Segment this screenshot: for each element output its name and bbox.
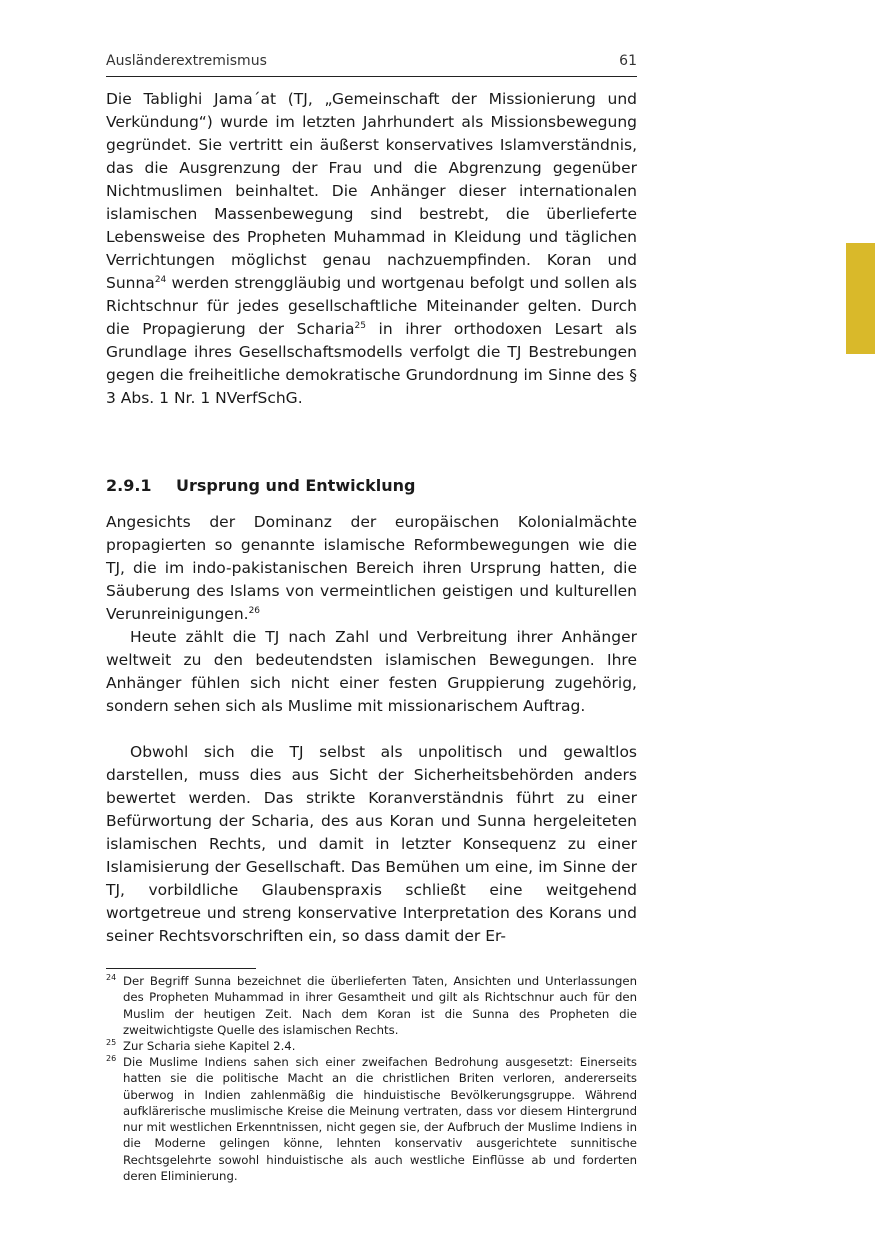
intro-paragraph — [106, 88, 637, 410]
footnote-text: Die Muslime Indiens sahen sich einer zweifachen Bedrohung ausgesetzt: Einerseits hatten sie die politische Macht an die christlichen Briten verloren, andererseits überwog in Indien zahlenmäßig die hinduistische Bevölkerungsgruppe. Während aufklärerische muslimische Kreise die Meinung vertraten, dass vor diesem Hintergrund nur mit westlichen Erkenntnissen, nicht gegen sie, der Aufbruch der Muslime Indiens in die Moderne gelingen könne, lehnten konservativ ausgerichtete sunnitische Rechtsgelehrte sowohl hinduistische als auch westliche Einflüsse ab und forderten deren Eliminierung. — [123, 1055, 637, 1184]
intro-text-b: werden strenggläubig und wortgenau befolgt und sollen als Richtschnur für jedes gesellschaftliche Miteinander gelten. Durch die Propagierung der Scharia — [106, 274, 637, 338]
footnote-divider — [106, 968, 256, 969]
section-number: 2.9.1 — [106, 476, 152, 495]
chapter-tab-marker — [846, 243, 875, 354]
footnote-24 — [106, 973, 637, 1038]
intro-text-a: Die Tablighi Jama´at (TJ, „Gemeinschaft der Missionierung und Verkündung“) wurde im letzten Jahrhundert als Missionsbewegung gegründet. Sie vertritt ein äußerst konservatives Islamverständnis, das die Ausgrenzung der Frau und die Abgrenzung gegenüber Nichtmuslimen beinhaltet. Die Anhänger dieser internationalen islamischen Massenbewegung sind bestrebt, die überlieferte Lebensweise des Propheten Muhammad in Kleidung und täglichen Verrichtungen möglichst genau nachzuempfinden. Koran und Sunna — [106, 90, 637, 292]
origin-paragraph — [106, 511, 637, 626]
spread-paragraph: Heute zählt die TJ nach Zahl und Verbreitung ihrer Anhänger weltweit zu den bedeutendsten islamischen Bewegungen. Ihre Anhänger fühlen sich nicht einer festen Gruppierung zugehörig, sondern sehen sich als Muslime mit missionarischem Auftrag. — [106, 628, 637, 715]
footnote-ref-25[interactable]: 25 — [354, 321, 366, 331]
intro-text-c: in ihrer orthodoxen Lesart als Grundlage ihres Gesellschaftsmodells verfolgt die TJ Bestrebungen gegen die freiheitliche demokratische Grundordnung im Sinne des § 3 Abs. 1 Nr. 1 NVerfSchG. — [106, 320, 637, 407]
page-number: 61 — [619, 53, 637, 69]
section-title: Ausländerextremismus — [106, 53, 267, 69]
footnote-26 — [106, 1054, 637, 1184]
footnote-text: Der Begriff Sunna bezeichnet die überlieferten Taten, Ansichten und Unterlassungen des Propheten Muhammad in ihrer Gesamtheit und gilt als Richtschnur auch für den Muslim der heutigen Zeit. Nach dem Koran ist die Sunna des Propheten die zweitwichtigste Quelle des islamischen Rechts. — [123, 974, 637, 1037]
footnote-number: 24 — [106, 973, 117, 982]
assessment-paragraph: Obwohl sich die TJ selbst als unpolitisch und gewaltlos darstellen, muss dies aus Sicht der Sicherheitsbehörden anders bewertet werden. Das strikte Koranverständnis führt zu einer Befürwortung der Scharia, des aus Koran und Sunna hergeleiteten islamischen Rechts, und damit in letzter Konsequenz zu einer Islamisierung der Gesellschaft. Das Bemühen um eine, im Sinne der TJ, vorbildliche Glaubenspraxis schließt eine weitgehend wortgetreue und streng konservative Interpretation des Korans und seiner Rechtsvorschriften ein, so dass damit der Er- — [106, 743, 637, 945]
section-heading-title: Ursprung und Entwicklung — [176, 476, 416, 495]
footnote-ref-24[interactable]: 24 — [154, 275, 167, 285]
footnote-ref-26[interactable]: 26 — [248, 606, 261, 616]
running-header — [106, 50, 637, 77]
footnote-number: 26 — [106, 1054, 117, 1063]
footnote-text: Zur Scharia siehe Kapitel 2.4. — [123, 1039, 296, 1053]
footnote-25 — [106, 1038, 637, 1054]
footnote-number: 25 — [106, 1038, 117, 1047]
origin-text: Angesichts der Dominanz der europäischen Kolonialmächte propagierten so genannte islamische Reformbewegungen wie die TJ, die im indo-pakistanischen Bereich ihren Ursprung hatten, die Säuberung des Islams von vermeintlichen geistigen und kulturellen Verunreinigungen. — [106, 513, 637, 623]
section-heading — [106, 476, 637, 495]
